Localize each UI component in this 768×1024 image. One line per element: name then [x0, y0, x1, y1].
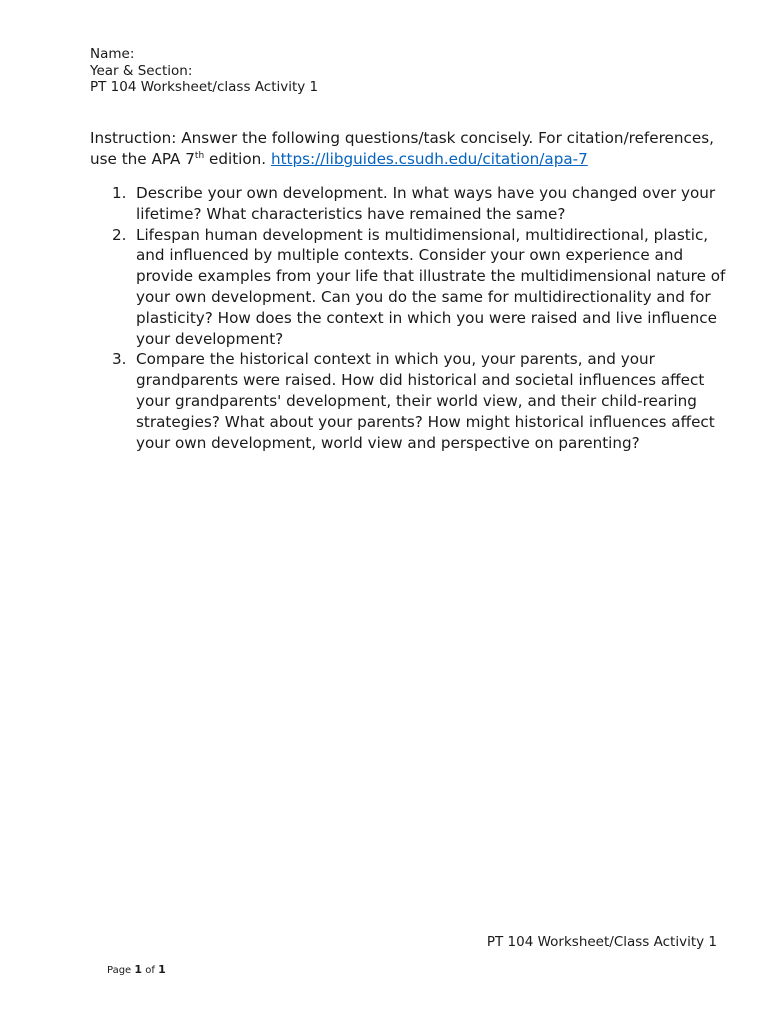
instruction-text: Instruction: Answer the following questions/task concisely. For citation/references, use the APA 7 [90, 129, 714, 168]
page-word: Page [107, 965, 132, 976]
question-list [90, 183, 730, 453]
page-current: 1 [134, 963, 143, 976]
footer-title: PT 104 Worksheet/Class Activity 1 [486, 934, 717, 950]
question-text: Describe your own development. In what ways have you changed over your lifetime? What characteristics have remained the same? [136, 184, 716, 223]
instruction-text-after: edition. [204, 149, 271, 168]
question-number: 3. [112, 350, 127, 369]
year-section-label: Year & Section: [90, 62, 193, 79]
question-item [90, 183, 730, 225]
ordinal-superscript: th [194, 150, 205, 161]
question-text: Compare the historical context in which you, your parents, and your grandparents were raised. How did historical and societal influences affect your grandparents' development, their world view, and their child-rearing strategies? What about your parents? How might historical influences affect your own development, world view and perspective on parenting? [136, 350, 715, 452]
page-number [107, 963, 166, 978]
name-label: Name: [90, 46, 135, 62]
apa-citation-link[interactable]: https://libguides.csudh.edu/citation/apa-7 [270, 149, 588, 168]
document-header [90, 46, 318, 96]
instruction-paragraph [90, 128, 730, 169]
page-of: of [145, 965, 155, 976]
question-number: 2. [112, 225, 127, 244]
activity-title: PT 104 Worksheet/class Activity 1 [90, 79, 319, 95]
question-text: Lifespan human development is multidimensional, multidirectional, plastic, and influenced by multiple contexts. Consider your own experience and provide examples from your life that illustrate the multidimensional nature of your own development. Can you do the same for multidirectionality and for plasticity? How does the context in which you were raised and live influence your development? [136, 225, 726, 348]
question-item [90, 349, 730, 453]
question-item [90, 225, 730, 350]
question-number: 1. [112, 184, 127, 202]
page-total: 1 [158, 963, 166, 976]
